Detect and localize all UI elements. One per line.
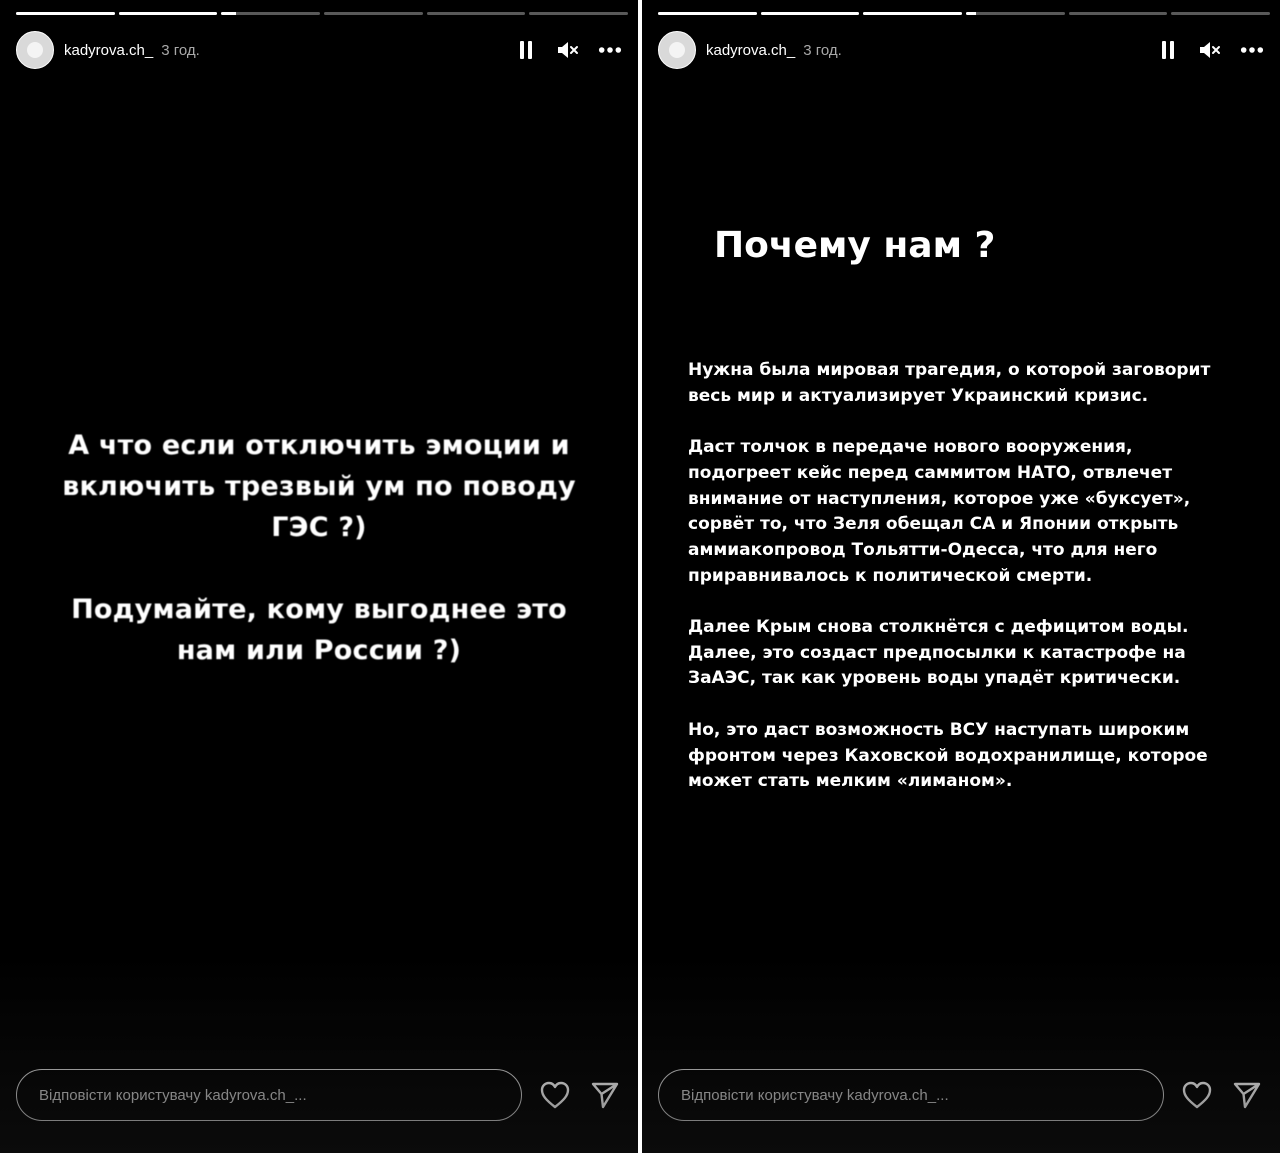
story-body <box>688 358 1248 821</box>
story-progress-bar <box>658 12 1270 15</box>
post-time: 3 год. <box>803 41 842 59</box>
avatar[interactable] <box>658 31 696 69</box>
reply-input[interactable] <box>658 1069 1164 1121</box>
text-line: весь мир и актуализирует Украинский кризис. <box>688 385 1149 406</box>
paragraph <box>688 718 1248 795</box>
pause-icon[interactable] <box>1156 38 1180 62</box>
text-line: Нужна была мировая трагедия, о которой заговорит <box>688 360 1211 380</box>
text-line: подогреет кейс перед саммитом НАТО, отвлечет <box>688 462 1173 483</box>
username[interactable]: kadyrova.ch_ <box>706 41 796 59</box>
text-line: сорвёт то, что Зеля обещал СА и Японии открыть <box>688 514 1179 535</box>
story-progress-bar <box>16 12 628 15</box>
progress-fill <box>119 12 218 15</box>
volume-muted-icon[interactable] <box>556 38 580 62</box>
story-left <box>0 0 638 1153</box>
text-line: внимание от наступления, которое уже «буксует», <box>688 488 1191 509</box>
heart-icon[interactable] <box>1182 1080 1212 1110</box>
paragraph <box>688 358 1248 409</box>
progress-segment <box>16 12 115 15</box>
paragraph <box>688 435 1248 589</box>
text-line: приравнивалось к политической смерти. <box>688 565 1093 586</box>
progress-fill <box>221 12 236 15</box>
text-line: Далее Крым снова столкнётся с дефицитом воды. <box>688 617 1189 637</box>
progress-fill <box>966 12 976 15</box>
progress-segment <box>324 12 423 15</box>
pause-icon[interactable] <box>514 38 538 62</box>
progress-segment <box>966 12 1065 15</box>
text-line: Даст толчок в передаче нового вооружения, <box>688 437 1133 458</box>
text-line: Подумайте, кому выгоднее это <box>71 594 567 625</box>
text-line: включить трезвый ум по поводу <box>62 471 576 502</box>
more-icon[interactable] <box>598 38 622 62</box>
avatar-placeholder-icon <box>669 42 685 58</box>
progress-segment <box>761 12 860 15</box>
progress-fill <box>16 12 115 15</box>
progress-fill <box>863 12 962 15</box>
text-line: нам или России ?) <box>176 635 462 666</box>
story-footer <box>658 1068 1264 1122</box>
send-icon[interactable] <box>1232 1080 1262 1110</box>
progress-segment <box>863 12 962 15</box>
story-right <box>642 0 1280 1153</box>
reply-input[interactable] <box>16 1069 522 1121</box>
text-line: может стать мелким «лиманом». <box>688 771 1013 792</box>
story-header <box>658 30 1264 70</box>
story-header <box>16 30 622 70</box>
paragraph <box>688 615 1248 692</box>
text-line: ГЭС ?) <box>271 512 367 543</box>
post-time: 3 год. <box>161 41 200 59</box>
progress-segment <box>529 12 628 15</box>
progress-segment <box>427 12 526 15</box>
story-controls <box>514 38 622 62</box>
text-line: Далее, это создаст предпосылки к катастрофе на <box>688 642 1186 663</box>
text-line: Но, это даст возможность ВСУ наступать широким <box>688 719 1190 740</box>
progress-segment <box>658 12 757 15</box>
progress-fill <box>658 12 757 15</box>
progress-segment <box>1171 12 1270 15</box>
text-line: ЗаАЭС, так как уровень воды упадёт критически. <box>688 668 1181 689</box>
progress-fill <box>761 12 860 15</box>
heart-icon[interactable] <box>540 1080 570 1110</box>
text-line: фронтом через Каховской водохранилище, которое <box>688 745 1208 766</box>
send-icon[interactable] <box>590 1080 620 1110</box>
more-icon[interactable] <box>1240 38 1264 62</box>
avatar[interactable] <box>16 31 54 69</box>
username[interactable]: kadyrova.ch_ <box>64 41 154 59</box>
story-title: Почему нам ? <box>714 225 996 266</box>
text-line: А что если отключить эмоции и <box>68 430 570 461</box>
text-line: аммиакопровод Тольятти-Одесса, что для него <box>688 539 1158 560</box>
progress-segment <box>221 12 320 15</box>
volume-muted-icon[interactable] <box>1198 38 1222 62</box>
progress-segment <box>119 12 218 15</box>
progress-segment <box>1069 12 1168 15</box>
story-footer <box>16 1068 622 1122</box>
story-controls <box>1156 38 1264 62</box>
story-text <box>40 425 598 671</box>
avatar-placeholder-icon <box>27 42 43 58</box>
